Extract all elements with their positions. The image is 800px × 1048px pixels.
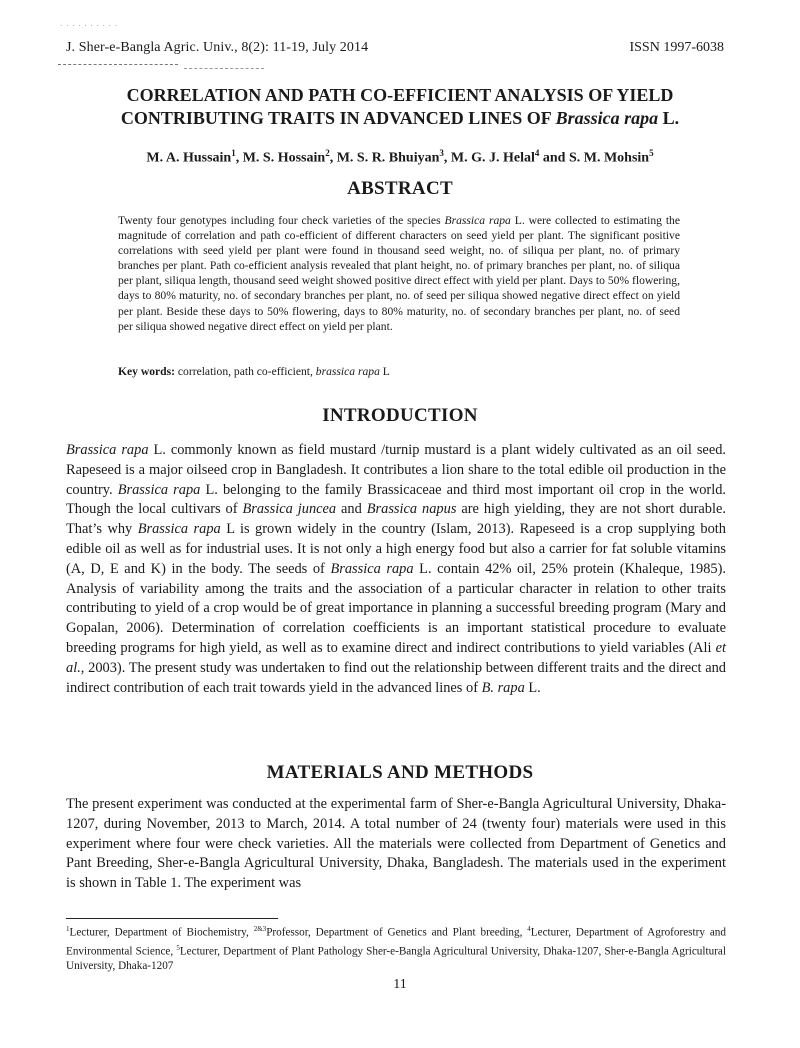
author-affil: 4	[534, 148, 540, 158]
author-affil: 1	[231, 148, 236, 158]
introduction-body: Brassica rapa L. commonly known as field mustard /turnip mustard is a plant widely cultivated as an oil seed. Rapeseed is a major oilseed crop in Bangladesh. It contributes a lion share to the total edible oil production in the country. Brassica rapa L. belonging to the family Brassicaceae and third most important oil crop in the world. Though the local cultivars of Brassica juncea and Brassica napus are high yielding, they are not short durable. That’s why Brassica rapa L is grown widely in the country (Islam, 2013). Rapeseed is a crop supplying both edible oil as well as for industrial uses. It is not only a high energy food but also a carrier for fat soluble vitamins (A, D, E and K) in the body. The seeds of Brassica rapa L. contain 42% oil, 25% protein (Khaleque, 1985). Analysis of variability among the traits and the association of a particular character in relation to other traits contributing to yield of a crop would be of great importance in planning a successful breeding program (Mary and Gopalan, 2006). Determination of correlation coefficients is an important statistical procedure to evaluate breeding programs for high yield, as well as to examine direct and indirect contributions to yield variables (Ali et al., 2003). The present study was undertaken to find out the relationship between different traits and the direct and indirect contribution of each trait towards yield in the advanced lines of B. rapa L.	[66, 442, 726, 696]
affiliation-footnote: $^1$Lecturer, Department of Biochemistry, $^{2\&3}$Professor, Department of Genetics and Plant breeding, $^4$Lecturer, Department of Agroforestry and Environmental Science, $^5$Lecturer, Department of Plant Pathology Sher-e-Bangla Agricultural University, Dhaka-1207, Sher-e-Bangla Agricultural University, Dhaka-1207	[66, 925, 726, 973]
methods-body: The present experiment was conducted at the experimental farm of Sher-e-Bangla Agricultural University, Dhaka-1207, during November, 2013 to March, 2014. A total number of 24 (twenty four) materials were used in this experiment where four were check varieties. All the materials were collected from Department of Genetics and Pant Breeding, Sher-e-Bangla Agricultural University, Dhaka, Bangladesh. The materials used in the experiment is shown in Table 1. The experiment was	[66, 796, 726, 892]
abstract-heading: ABSTRACT	[347, 178, 453, 199]
keywords-label: Key words:	[118, 365, 175, 378]
footnote-rule	[66, 918, 278, 919]
author-affil: 3	[439, 148, 444, 158]
page-number: 11	[393, 977, 407, 992]
title-line-1: CORRELATION AND PATH CO-EFFICIENT ANALYSIS OF YIELD	[126, 85, 674, 105]
paper-title	[60, 84, 740, 130]
author-name: M. A. Hussain	[146, 150, 232, 166]
header-rule-2	[184, 68, 264, 69]
methods-heading: MATERIALS AND METHODS	[266, 762, 534, 783]
keywords: Key words: correlation, path co-efficient, brassica rapa L	[118, 365, 390, 378]
author-name: S. M. Mohsin	[568, 150, 650, 166]
authors-conjunction: and	[542, 150, 566, 166]
abstract-body: Twenty four genotypes including four check varieties of the species Brassica rapa L. were collected to estimating the magnitude of correlation and path co-efficient of different characters on seed yield per plant. The significant positive correlations with seed yield per plant were found in thousand seed weight, no. of siliqua per plant, no. of primary branches per plant. Path co-efficient analysis revealed that plant height, no. of primary branches per plant, no. of siliqua per plant, siliqua length, thousand seed weight showed positive direct effect with yield per plant. Days to 50% flowering, days to 80% maturity, no. of secondary branches per plant, no. of seed per siliqua showed negative direct effect on yield per plant. Beside these days to 50% flowering, days to 80% maturity, no. of secondary branches per plant, no. of seed per siliqua showed negative direct effect on yield per plant.	[118, 214, 680, 333]
title-species: Brassica rapa	[555, 108, 659, 128]
journal-citation: J. Sher-e-Bangla Agric. Univ., 8(2): 11-19, July 2014	[66, 40, 369, 55]
scan-marks: · · · · · · · · · ·	[60, 22, 119, 30]
author-name: M. S. R. Bhuiyan	[336, 150, 440, 166]
issn: ISSN 1997-6038	[629, 40, 724, 55]
author-affil: 5	[649, 148, 654, 158]
running-header	[60, 22, 724, 58]
author-affil: 2	[325, 148, 330, 158]
author-name: M. S. Hossain	[242, 150, 326, 166]
introduction-heading: INTRODUCTION	[322, 405, 478, 426]
title-line-2: CONTRIBUTING TRAITS IN ADVANCED LINES OF Brassica rapa L.	[120, 108, 680, 128]
header-rule	[58, 64, 178, 65]
author-list: M. A. Hussain$^1$, M. S. Hossain$^2$, M. S. R. Bhuiyan$^3$, M. G. J. Helal$^4$ and S. M. Mohsin$^5$	[146, 148, 654, 166]
author-name: M. G. J. Helal	[450, 150, 535, 166]
